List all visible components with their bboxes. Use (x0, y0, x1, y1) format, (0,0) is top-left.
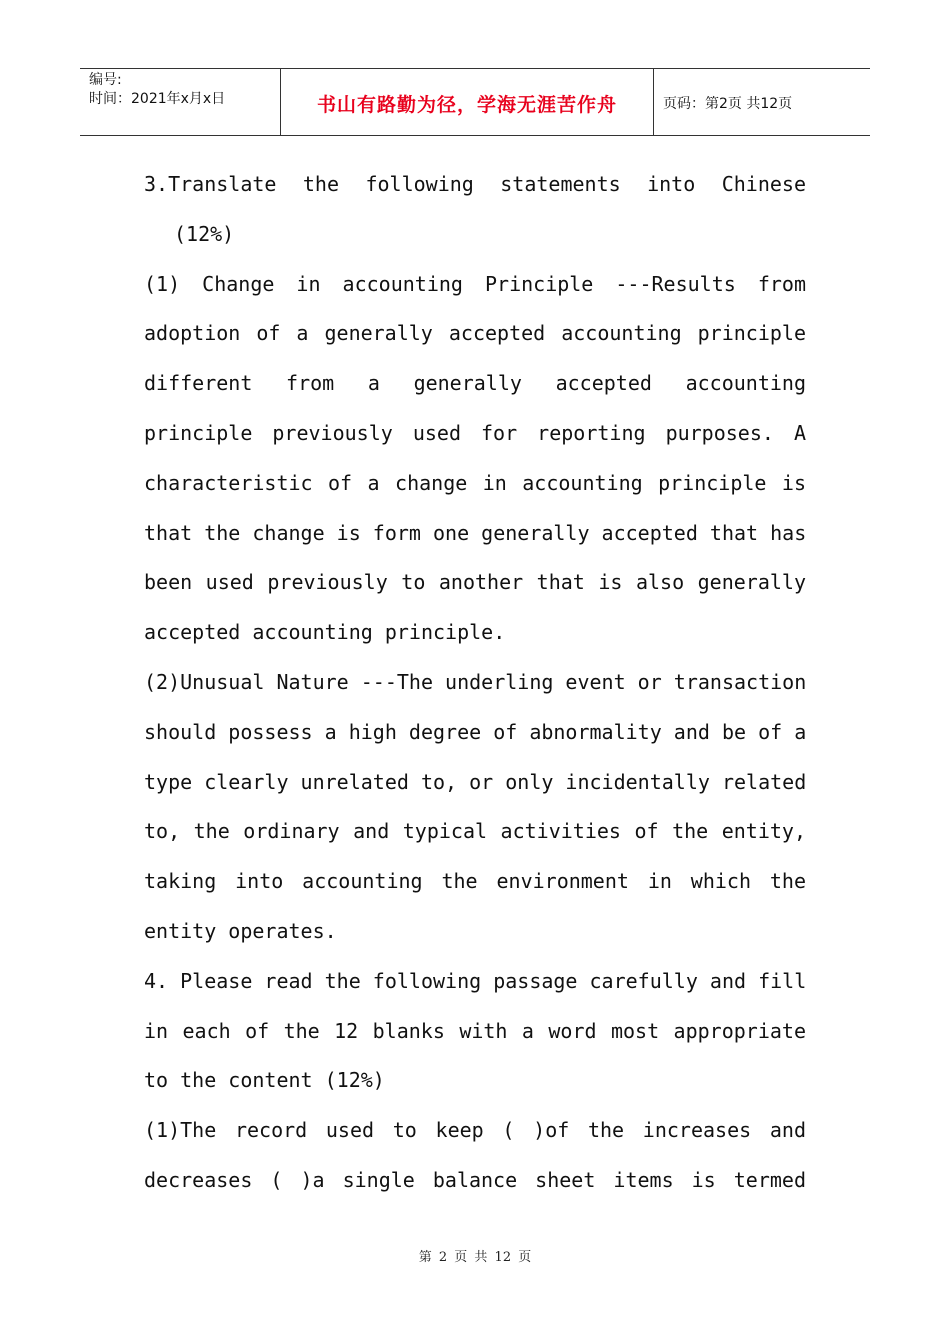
text-line: (12%) (174, 221, 235, 246)
text-line: decreases ( )a single balance sheet items is termed (144, 1167, 806, 1192)
text-line: entity operates. (144, 918, 337, 943)
text-line: adoption of a generally accepted accounting principle (144, 321, 806, 346)
date-label: 时间：2021年x月x日 (89, 91, 226, 107)
text-line: (1)The record used to keep ( )of the increases and (144, 1118, 806, 1143)
text-line: that the change is form one generally accepted that has (144, 520, 806, 545)
text-line: different from a generally accepted accounting (144, 371, 806, 396)
text-line: to, the ordinary and typical activities of the entity, (144, 819, 806, 844)
header-motto: 书山有路勤为径，学海无涯苦作舟 (281, 69, 654, 135)
text-line: to the content (12%) (144, 1068, 385, 1093)
text-line: should possess a high degree of abnormality and be of a (144, 719, 806, 744)
text-line: been used previously to another that is also generally (144, 570, 806, 595)
text-line: accepted accounting principle. (144, 620, 506, 645)
text-line: principle previously used for reporting purposes. A (144, 420, 806, 445)
text-line: in each of the 12 blanks with a word most appropriate (144, 1018, 806, 1043)
text-line: characteristic of a change in accounting principle is (144, 470, 806, 495)
header-page-info: 页码：第2页 共12页 (663, 96, 793, 112)
header-meta (80, 69, 281, 135)
text-line: (2)Unusual Nature ---The underling event or transaction (144, 669, 806, 694)
text-line: 4. Please read the following passage carefully and fill (144, 968, 806, 993)
page-header (80, 68, 870, 136)
text-line: (1) Change in accounting Principle ---Results from (144, 271, 806, 296)
document-body (144, 160, 806, 1206)
text-line: type clearly unrelated to, or only incidentally related (144, 769, 806, 794)
page-footer: 第 2 页 共 12 页 (418, 1250, 532, 1265)
text-line: 3.Translate the following statements into Chinese (144, 172, 806, 196)
text-line: taking into accounting the environment in which the (144, 869, 806, 894)
number-label: 编号: (89, 72, 122, 88)
